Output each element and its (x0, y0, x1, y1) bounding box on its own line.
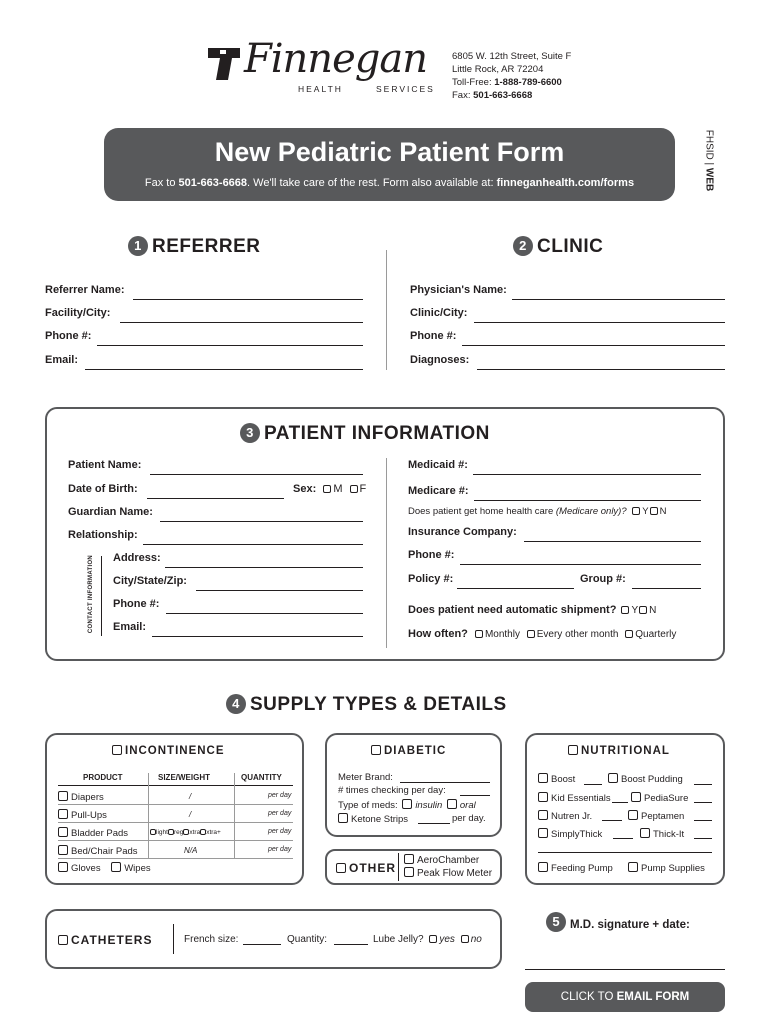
bladder-pads-row: Bladder Pads (58, 827, 128, 839)
sex-f-checkbox[interactable] (350, 485, 358, 493)
contact-info-bar (101, 556, 102, 636)
logo-word: Finnegan (244, 36, 427, 82)
medicaid-field[interactable] (473, 474, 701, 475)
cath-qty-field[interactable] (334, 944, 368, 945)
medicaid-label: Medicaid #: (408, 459, 468, 471)
other-checkbox[interactable] (336, 863, 346, 873)
lube-no-checkbox[interactable] (461, 935, 469, 943)
diagnoses-field[interactable] (477, 369, 725, 370)
relationship-label: Relationship: (68, 529, 138, 541)
patient-email-label: Email: (113, 621, 147, 633)
home-health-question: Does patient get home health care (Medicare only)? Y N (408, 506, 667, 517)
diagnoses-label: Diagnoses: (410, 354, 470, 366)
lube-yes-checkbox[interactable] (429, 935, 437, 943)
incontinence-title: INCONTINENCE (112, 745, 225, 757)
boost-row: Boost (538, 773, 575, 785)
logo-sub-right: SERVICES (376, 84, 435, 94)
feeding-pump-checkbox[interactable] (538, 862, 548, 872)
peak-flow-checkbox[interactable] (404, 867, 414, 877)
french-size-field[interactable] (243, 944, 281, 945)
pediasure-row: PediaSure (631, 792, 688, 804)
fax-line: Fax: 501-663-6668 (452, 90, 533, 101)
clinic-phone-field[interactable] (462, 345, 725, 346)
nutren-row: Nutren Jr. (538, 810, 592, 822)
catheters-title: CATHETERS (58, 933, 152, 947)
insurance-phone-field[interactable] (460, 564, 701, 565)
feeding-pump-row: Feeding Pump (538, 862, 613, 874)
boost-pudding-row: Boost Pudding (608, 773, 683, 785)
gloves-checkbox[interactable] (58, 862, 68, 872)
physician-name-field[interactable] (512, 299, 725, 300)
pump-supplies-row: Pump Supplies (628, 862, 705, 874)
guardian-label: Guardian Name: (68, 506, 153, 518)
group-label: Group #: (580, 573, 626, 585)
times-checking-field[interactable] (460, 795, 490, 796)
col-size: SIZE/WEIGHT (158, 773, 210, 782)
physician-name-label: Physician's Name: (410, 284, 507, 296)
address-field[interactable] (165, 567, 363, 568)
referrer-name-label: Referrer Name: (45, 284, 125, 296)
address-label: Address: (113, 552, 161, 564)
peptamen-checkbox[interactable] (628, 810, 638, 820)
insurance-field[interactable] (524, 541, 701, 542)
bed-chair-pads-row: Bed/Chair Pads (58, 845, 138, 857)
sex-m-checkbox[interactable] (323, 485, 331, 493)
insulin-checkbox[interactable] (402, 799, 412, 809)
pullups-size: / (189, 810, 192, 819)
supply-heading: 4 SUPPLY TYPES & DETAILS (226, 694, 507, 716)
facility-city-field[interactable] (120, 322, 363, 323)
times-checking-label: # times checking per day: (338, 785, 446, 796)
ketone-field[interactable] (418, 823, 450, 824)
policy-field[interactable] (457, 588, 574, 589)
kid-essentials-checkbox[interactable] (538, 792, 548, 802)
csz-label: City/State/Zip: (113, 575, 187, 587)
pad-sizes: light reg xtra xtra+ (150, 829, 221, 836)
diapers-checkbox[interactable] (58, 791, 68, 801)
relationship-field[interactable] (143, 544, 363, 545)
referrer-phone-label: Phone #: (45, 330, 92, 342)
diabetic-checkbox[interactable] (371, 745, 381, 755)
cath-qty-label: Quantity: (287, 934, 328, 945)
aerochamber-checkbox[interactable] (404, 854, 414, 864)
incontinence-checkbox[interactable] (112, 745, 122, 755)
bed-chair-pads-size: N/A (184, 846, 198, 855)
ketone-row: Ketone Strips (338, 813, 408, 825)
clinic-heading: 2 CLINIC (513, 236, 603, 258)
sex-label: Sex: M F (293, 483, 367, 495)
french-size-label: French size: (184, 934, 239, 945)
bladder-pads-qty: per day (268, 828, 292, 835)
patient-name-label: Patient Name: (68, 459, 142, 471)
address-line-1: 6805 W. 12th Street, Suite F (452, 51, 572, 62)
clinic-city-label: Clinic/City: (410, 307, 468, 319)
banner-subtitle: Fax to 501-663-6668. We'll take care of the rest. Form also available at: finneganhealth.com/forms (144, 177, 635, 189)
boost-pudding-checkbox[interactable] (608, 773, 618, 783)
facility-city-label: Facility/City: (45, 307, 111, 319)
guardian-field[interactable] (160, 521, 363, 522)
logo (206, 36, 438, 100)
insurance-label: Insurance Company: (408, 526, 517, 538)
contact-info-vertical-label: CONTACT INFORMATION (88, 554, 94, 634)
diabetic-title: DIABETIC (371, 745, 446, 757)
quarterly-checkbox[interactable] (625, 630, 633, 638)
side-tag: FHSID | WEB (703, 129, 715, 192)
catheters-checkbox[interactable] (58, 935, 68, 945)
policy-label: Policy #: (408, 573, 454, 585)
oral-checkbox[interactable] (447, 799, 457, 809)
pullups-checkbox[interactable] (58, 809, 68, 819)
how-often-row: How often? Monthly Every other month Quarterly (408, 628, 677, 640)
logo-mark-icon (206, 46, 244, 82)
monthly-checkbox[interactable] (475, 630, 483, 638)
auto-ship-question: Does patient need automatic shipment? Y N (408, 604, 657, 616)
patient-phone-label: Phone #: (113, 598, 160, 610)
home-health-no-checkbox[interactable] (650, 507, 658, 515)
kid-essentials-row: Kid Essentials (538, 792, 611, 804)
other-title: OTHER (336, 861, 396, 875)
medicare-label: Medicare #: (408, 485, 469, 497)
patient-phone-field[interactable] (166, 613, 363, 614)
bladder-pads-checkbox[interactable] (58, 827, 68, 837)
aerochamber-row: AeroChamber (404, 854, 479, 866)
home-health-yes-checkbox[interactable] (632, 507, 640, 515)
group-field[interactable] (632, 588, 701, 589)
nutritional-checkbox[interactable] (568, 745, 578, 755)
auto-ship-no-checkbox[interactable] (639, 606, 647, 614)
referrer-heading: 1 REFERRER (128, 236, 261, 258)
every-other-month-checkbox[interactable] (527, 630, 535, 638)
patient-information-box (45, 407, 725, 661)
medicare-field[interactable] (474, 500, 701, 501)
csz-field[interactable] (196, 590, 363, 591)
ketone-perday: per day. (452, 813, 486, 824)
address-line-2: Little Rock, AR 72204 (452, 64, 544, 75)
diapers-size: / (189, 792, 192, 801)
section-divider (386, 250, 387, 370)
bed-chair-pads-qty: per day (268, 846, 292, 853)
company-address (452, 50, 571, 102)
bed-chair-pads-checkbox[interactable] (58, 845, 68, 855)
patient-divider (386, 458, 387, 648)
lube-row: Lube Jelly? yes no (373, 934, 482, 945)
simplythick-checkbox[interactable] (538, 828, 548, 838)
meter-brand-label: Meter Brand: (338, 772, 393, 783)
col-qty: QUANTITY (241, 773, 282, 782)
auto-ship-yes-checkbox[interactable] (621, 606, 629, 614)
dob-label: Date of Birth: (68, 483, 138, 495)
referrer-name-field[interactable] (133, 299, 363, 300)
simplythick-row: SimplyThick (538, 828, 602, 840)
clinic-city-field[interactable] (474, 322, 725, 323)
pullups-qty: per day (268, 810, 292, 817)
patient-email-field[interactable] (152, 636, 363, 637)
email-form-button[interactable]: CLICK TO EMAIL FORM (525, 982, 725, 1012)
form-title: New Pediatric Patient Form (214, 137, 565, 167)
tollfree-line: Toll-Free: 1-888-789-6600 (452, 77, 562, 88)
boost-checkbox[interactable] (538, 773, 548, 783)
referrer-email-label: Email: (45, 354, 79, 366)
side-tag-right: WEB (703, 167, 715, 192)
title-banner (104, 128, 675, 201)
side-tag-left: FHSID (703, 129, 715, 160)
referrer-phone-field[interactable] (97, 345, 363, 346)
type-meds-row: Type of meds: insulin oral (338, 800, 476, 811)
patient-name-field[interactable] (150, 474, 363, 475)
nutren-checkbox[interactable] (538, 810, 548, 820)
thickit-row: Thick-It (640, 828, 684, 840)
insurance-phone-label: Phone #: (408, 549, 455, 561)
signature-field[interactable] (525, 969, 725, 970)
patient-heading: 3 PATIENT INFORMATION (240, 423, 490, 445)
peak-flow-row: Peak Flow Meter (404, 867, 492, 879)
col-product: PRODUCT (83, 773, 123, 782)
ketone-checkbox[interactable] (338, 813, 348, 823)
diapers-qty: per day (268, 792, 292, 799)
logo-sub-left: HEALTH (298, 84, 343, 94)
dob-field[interactable] (147, 498, 284, 499)
peptamen-row: Peptamen (628, 810, 684, 822)
wipes-checkbox[interactable] (111, 862, 121, 872)
pediasure-checkbox[interactable] (631, 792, 641, 802)
referrer-email-field[interactable] (85, 369, 363, 370)
gloves-wipes-row: Gloves Wipes (58, 862, 151, 874)
diapers-row: Diapers (58, 791, 104, 803)
pullups-row: Pull-Ups (58, 809, 107, 821)
meter-brand-field[interactable] (400, 782, 490, 783)
pump-supplies-checkbox[interactable] (628, 862, 638, 872)
signature-heading: 5 M.D. signature + date: (546, 912, 690, 932)
clinic-phone-label: Phone #: (410, 330, 457, 342)
thickit-checkbox[interactable] (640, 828, 650, 838)
nutritional-title: NUTRITIONAL (568, 745, 670, 757)
